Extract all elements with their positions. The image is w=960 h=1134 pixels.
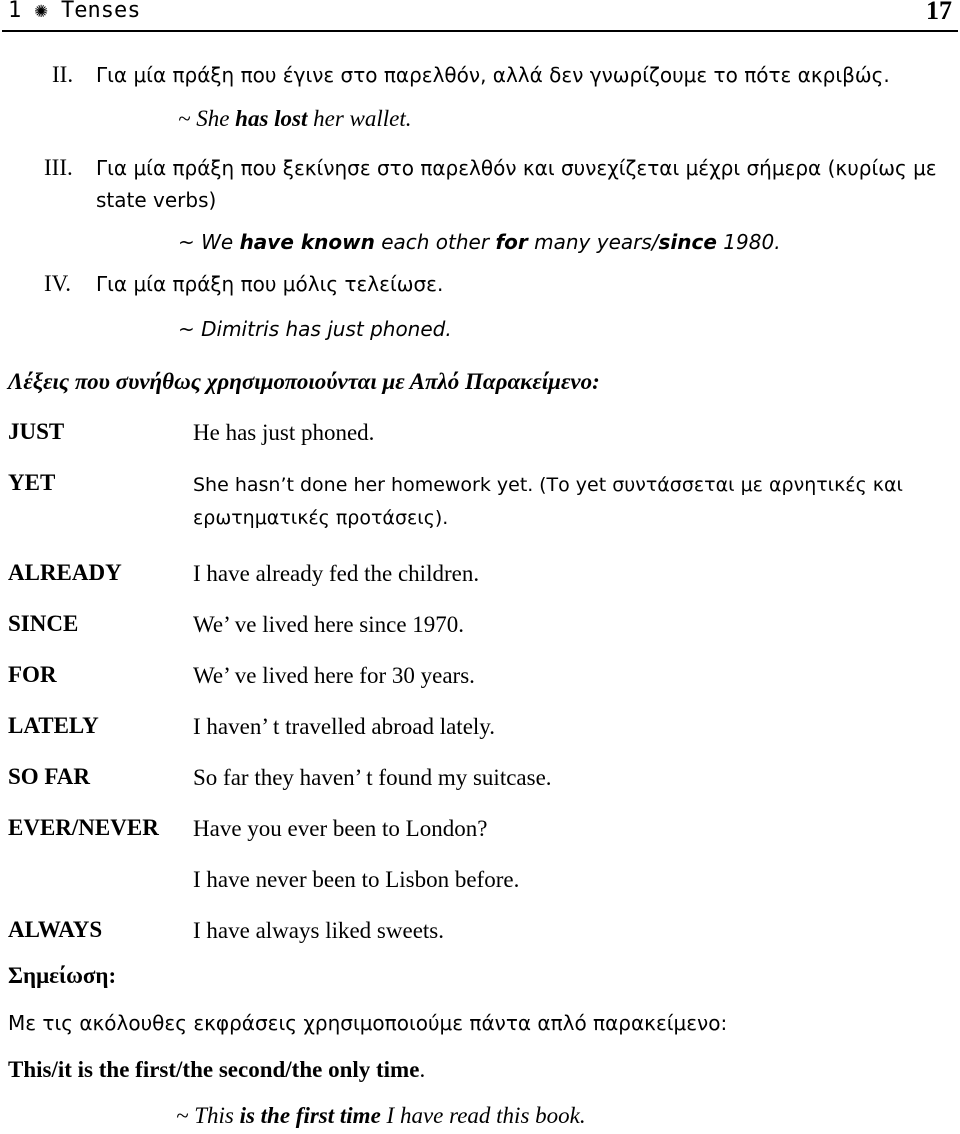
example-since: We’ ve lived here since 1970. (193, 612, 465, 637)
keyword-always: ALWAYS (8, 917, 103, 942)
example-so-far: So far they haven’ t found my suitcase. (193, 765, 552, 790)
use-number-4: IV. (44, 271, 72, 296)
use-text-3-line2: state verbs) (96, 188, 217, 212)
page-number: 17 (926, 0, 952, 25)
chapter-title: 1 ✺ Tenses (8, 0, 141, 23)
keyword-ever-never: EVER/NEVER (8, 815, 159, 840)
use-text-3-line1: Για μία πράξη που ξεκίνησε στο παρελθόν και συνεχίζεται μέχρι σήμερα (κυρίως με (96, 156, 937, 180)
example-never: I have never been to Lisbon before. (193, 867, 520, 892)
example-for: We’ ve lived here for 30 years. (193, 663, 475, 688)
note-yet-line2: ερωτηματικές προτάσεις). (193, 507, 449, 529)
example-3: ~ We have known each other for many years/since 1980. (178, 230, 781, 254)
example-2: ~ She has lost her wallet. (178, 106, 412, 131)
keyword-since: SINCE (8, 611, 79, 636)
keyword-already: ALREADY (8, 560, 122, 585)
keyword-lately: LATELY (8, 713, 99, 738)
example-already: I have already fed the children. (193, 561, 480, 586)
header-rule (2, 30, 958, 32)
example-yet: She hasn’t done her homework yet. (Το yet συντάσσεται με αρνητικές και (193, 474, 903, 496)
keyword-yet: YET (8, 470, 56, 495)
words-heading: Λέξεις που συνήθως χρησιμοποιούνται με Απλό Παρακείμενο: (8, 369, 600, 394)
note-phrase: This/it is the first/the second/the only time. (8, 1057, 426, 1082)
example-lately: I haven’ t travelled abroad lately. (193, 714, 496, 739)
note-text: Με τις ακόλουθες εκφράσεις χρησιμοποιούμε πάντα απλό παρακείμενο: (8, 1011, 728, 1035)
use-text-4: Για μία πράξη που μόλις τελείωσε. (96, 272, 444, 296)
use-text-2: Για μία πράξη που έγινε στο παρελθόν, αλλά δεν γνωρίζουμε το πότε ακριβώς. (96, 63, 890, 87)
use-number-3: III. (44, 155, 73, 180)
use-number-2: II. (52, 62, 74, 87)
example-ever: Have you ever been to London? (193, 816, 488, 841)
example-4: ~ Dimitris has just phoned. (178, 317, 452, 341)
note-heading: Σημείωση: (8, 963, 117, 988)
example-just: He has just phoned. (193, 420, 375, 445)
keyword-for: FOR (8, 662, 57, 687)
example-always: I have always liked sweets. (193, 918, 445, 943)
note-example: ~ This is the first time I have read this book. (176, 1103, 586, 1128)
keyword-just: JUST (8, 419, 65, 444)
keyword-so-far: SO FAR (8, 764, 90, 789)
